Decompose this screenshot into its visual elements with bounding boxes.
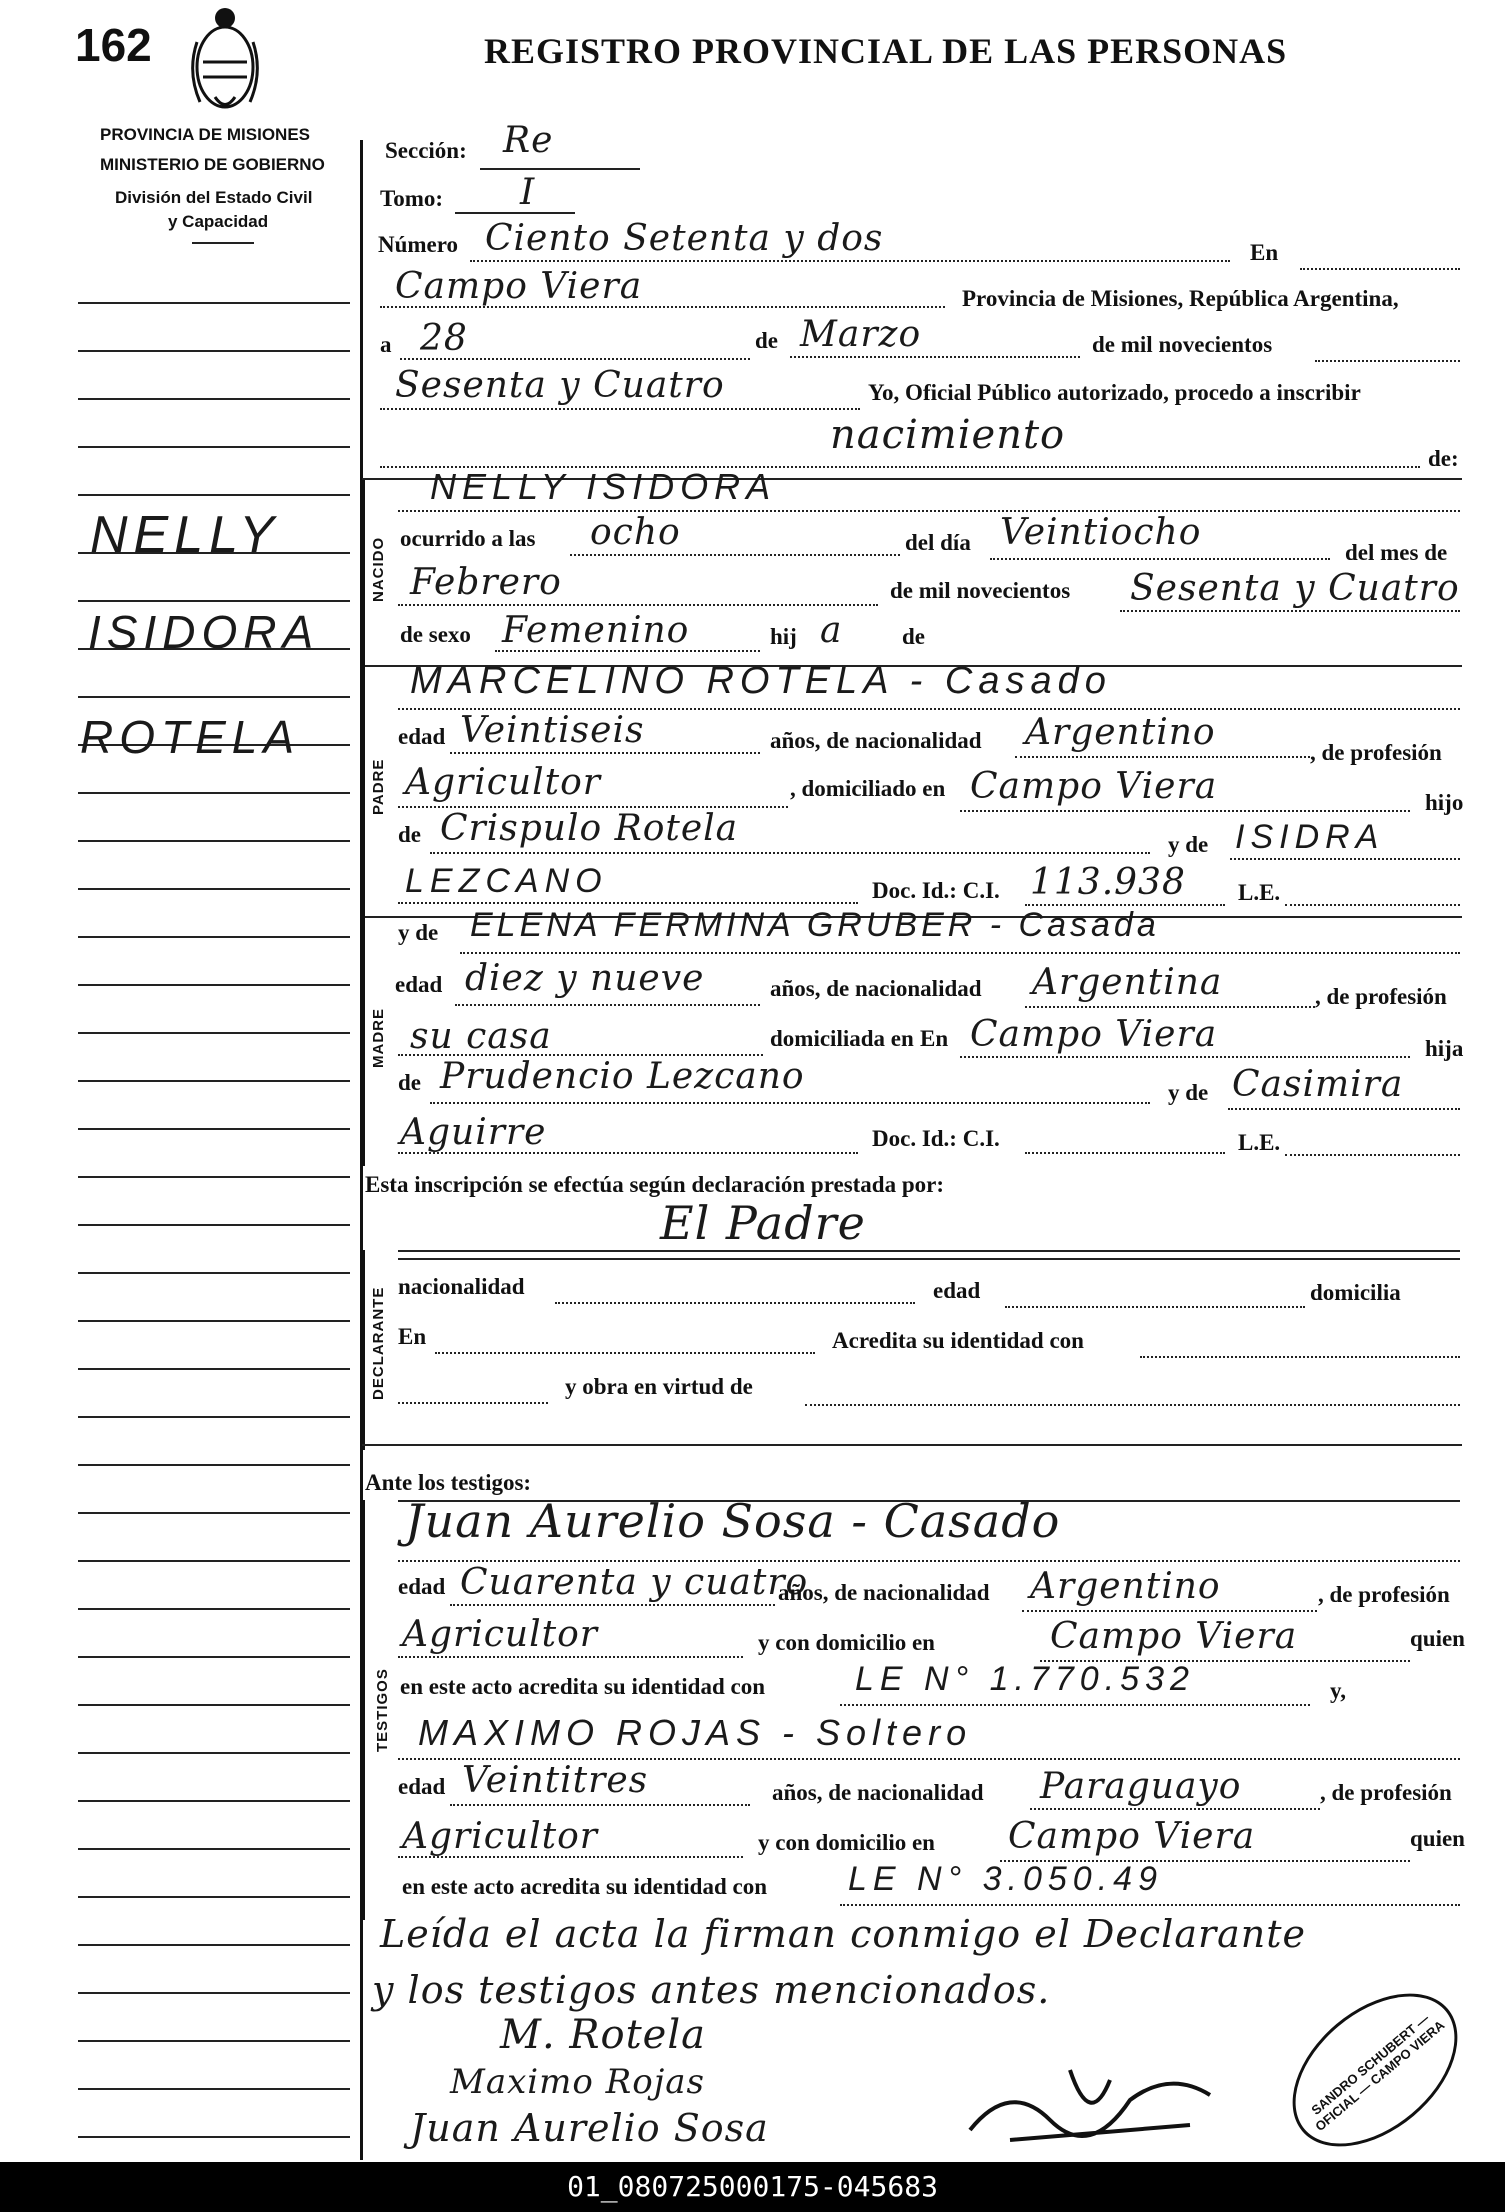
value-anio-nac: Sesenta y Cuatro	[1130, 568, 1460, 609]
label-t1-domicilio: y con domicilio en	[758, 1630, 935, 1655]
agency-province: PROVINCIA DE MISIONES	[100, 125, 311, 144]
value-testigo1-doc: LE N° 1.770.532	[855, 1660, 1195, 1698]
label-ante-testigos: Ante los testigos:	[365, 1470, 532, 1495]
label-en: En	[1250, 240, 1279, 265]
label-padre-nacionalidad: años, de nacionalidad	[770, 728, 982, 753]
label-madre-domicilio: domiciliada en	[770, 1026, 914, 1051]
label-hij-de: de	[902, 624, 925, 649]
value-padre-ci: 113.938	[1030, 862, 1186, 903]
signature-witness2: Maximo Rojas	[450, 2062, 705, 2102]
agency-ministry: MINISTERIO DE GOBIERNO	[100, 155, 325, 174]
value-dia-nac: Veintiocho	[1000, 512, 1202, 553]
official-stamp: SANDRO SCHUBERT — OFICIAL — CAMPO VIERA	[1264, 1963, 1487, 2177]
value-padre-prof: Agricultor	[405, 762, 601, 803]
value-madre-prof: su casa	[410, 1016, 552, 1057]
value-declarante: El Padre	[660, 1196, 866, 1250]
label-t1-edad: edad	[398, 1574, 446, 1599]
label-tomo: Tomo:	[380, 186, 444, 211]
label-padre-edad: edad	[398, 724, 446, 749]
label-t1-acredita: en este acto acredita su identidad con	[400, 1674, 766, 1699]
value-testigo1-edad: Cuarenta y cuatro	[460, 1562, 809, 1603]
label-t2-edad: edad	[398, 1774, 446, 1799]
label-decl-en: En	[398, 1324, 427, 1349]
label-t2-domicilio: y con domicilio en	[758, 1830, 935, 1855]
label-hija: hija	[1425, 1036, 1464, 1061]
agency-division: División del Estado Civil	[115, 188, 313, 207]
value-testigo1-dom: Campo Viera	[1050, 1616, 1298, 1657]
value-dia: 28	[420, 318, 468, 359]
value-padre-madre-apellido: LEZCANO	[405, 862, 608, 900]
label-padre-domicilio: , domiciliado en	[790, 776, 946, 801]
section-label-padre: PADRE	[370, 758, 387, 815]
agency-underline	[192, 242, 254, 244]
value-seccion: Re	[503, 120, 554, 161]
section-label-testigos: TESTIGOS	[374, 1668, 391, 1752]
value-madre-edad: diez y nueve	[465, 958, 705, 999]
value-madre-madre-apellido: Aguirre	[400, 1112, 547, 1153]
label-t2-acredita: en este acto acredita su identidad con	[402, 1874, 768, 1899]
label-t1-profesion: , de profesión	[1318, 1582, 1450, 1607]
label-provincia: Provincia de Misiones, República Argentina,	[962, 286, 1399, 311]
label-padre-de: de	[398, 822, 421, 847]
value-testigo2-nac: Paraguayo	[1040, 1766, 1242, 1807]
label-padre-y-de: y de	[1168, 832, 1209, 857]
label-t1-nacionalidad: años, de nacionalidad	[778, 1580, 990, 1605]
value-madre-nac: Argentina	[1032, 962, 1223, 1003]
value-testigo1-nac: Argentino	[1030, 1566, 1221, 1607]
label-decl-edad: edad	[933, 1278, 981, 1303]
label-decl-obra: y obra en virtud de	[565, 1374, 753, 1399]
label-t2-quien: quien	[1410, 1826, 1465, 1851]
value-hij-suffix: a	[820, 610, 843, 651]
label-yo-oficial: Yo, Oficial Público autorizado, procedo a inscribir	[868, 380, 1361, 405]
label-decl-domicilia: domicilia	[1310, 1280, 1401, 1305]
label-declaracion: Esta inscripción se efectúa según declaración prestada por:	[365, 1172, 945, 1197]
label-numero: Número	[378, 232, 459, 257]
value-tomo: I	[520, 172, 536, 213]
value-testigo2-doc: LE N° 3.050.49	[848, 1860, 1163, 1898]
value-nota-line1: Leída el acta la firman conmigo el Declarante	[380, 1912, 1307, 1956]
label-padre-profesion: , de profesión	[1310, 740, 1442, 765]
value-padre-padre: Crispulo Rotela	[440, 808, 739, 849]
value-padre-nac: Argentino	[1025, 712, 1216, 753]
value-nota-line2: y los testigos antes mencionados.	[372, 1968, 1051, 2012]
value-mes: Marzo	[800, 314, 922, 355]
value-nombre: NELLY ISIDORA	[430, 466, 777, 507]
value-testigo1-nombre: Juan Aurelio Sosa - Casado	[405, 1494, 1061, 1548]
margin-name-second: ISIDORA	[88, 606, 320, 658]
section-label-declarante: DECLARANTE	[370, 1286, 387, 1400]
label-hijo: hijo	[1425, 790, 1464, 815]
agency-capacity: y Capacidad	[168, 212, 269, 231]
label-padre-doc: Doc. Id.: C.I.	[872, 878, 1000, 903]
label-madre-doc: Doc. Id.: C.I.	[872, 1126, 1000, 1151]
official-signature-icon	[950, 2040, 1250, 2160]
page-number: 162	[75, 19, 152, 71]
value-madre-padre: Prudencio Lezcano	[440, 1056, 805, 1097]
value-testigo2-dom: Campo Viera	[1008, 1816, 1256, 1857]
label-del-dia: del día	[905, 530, 971, 555]
label-sexo: de sexo	[400, 622, 471, 647]
label-de: de	[755, 328, 778, 353]
value-madre-dom: Campo Viera	[970, 1014, 1218, 1055]
margin-name-surname: ROTELA	[80, 711, 301, 763]
value-padre-dom: Campo Viera	[970, 766, 1218, 807]
signature-father: M. Rotela	[500, 2012, 706, 2058]
value-anio: Sesenta y Cuatro	[395, 365, 725, 406]
margin-name-first: NELLY	[90, 506, 280, 564]
value-padre-madre: ISIDRA	[1235, 818, 1385, 856]
value-testigo2-prof: Agricultor	[402, 1816, 598, 1857]
document-title: REGISTRO PROVINCIAL DE LAS PERSONAS	[484, 31, 1288, 71]
label-seccion: Sección:	[385, 138, 467, 163]
value-sexo: Femenino	[502, 610, 690, 651]
label-madre-y-de2: y de	[1168, 1080, 1209, 1105]
value-mes-nac: Febrero	[410, 562, 562, 603]
value-madre-nombre: ELENA FERMINA GRUBER - Casada	[470, 906, 1160, 944]
value-numero: Ciento Setenta y dos	[485, 218, 884, 259]
label-ocurrido: ocurrido a las	[400, 526, 536, 551]
label-t2-profesion: , de profesión	[1320, 1780, 1452, 1805]
label-madre-en: En	[920, 1026, 949, 1051]
label-padre-le: L.E.	[1238, 880, 1281, 905]
value-lugar: Campo Viera	[395, 266, 643, 307]
label-de-colon: de:	[1428, 446, 1459, 471]
section-label-madre: MADRE	[370, 1008, 387, 1068]
label-t1-quien: quien	[1410, 1626, 1465, 1651]
label-hij: hij	[770, 624, 797, 649]
label-mil-novecientos: de mil novecientos	[1092, 332, 1273, 357]
signature-witness1: Juan Aurelio Sosa	[410, 2106, 769, 2150]
label-madre-edad: edad	[395, 972, 443, 997]
label-del-mes: del mes de	[1345, 540, 1448, 565]
label-madre-le: L.E.	[1238, 1130, 1281, 1155]
label-madre-profesion: , de profesión	[1315, 984, 1447, 1009]
label-madre-nacionalidad: años, de nacionalidad	[770, 976, 982, 1001]
value-madre-madre: Casimira	[1232, 1064, 1404, 1105]
coat-of-arms-icon	[185, 2, 265, 117]
document-id-footer: 01_080725000175-045683	[0, 2162, 1505, 2212]
label-a: a	[380, 332, 392, 357]
label-madre-y-de: y de	[398, 920, 439, 945]
value-padre-edad: Veintiseis	[460, 710, 645, 751]
label-decl-acredita: Acredita su identidad con	[832, 1328, 1084, 1353]
label-t1-y: y,	[1330, 1678, 1346, 1703]
value-testigo1-prof: Agricultor	[402, 1614, 598, 1655]
label-madre-de: de	[398, 1070, 421, 1095]
label-mil-novecientos-nac: de mil novecientos	[890, 578, 1071, 603]
section-label-nacido: NACIDO	[370, 536, 387, 602]
value-testigo2-edad: Veintitres	[462, 1760, 649, 1801]
label-decl-nacionalidad: nacionalidad	[398, 1274, 525, 1299]
value-hora: ocho	[590, 512, 681, 553]
value-testigo2-nombre: MAXIMO ROJAS - Soltero	[418, 1712, 973, 1753]
label-t2-nacionalidad: años, de nacionalidad	[772, 1780, 984, 1805]
value-acto: nacimiento	[830, 412, 1066, 458]
value-padre-nombre: MARCELINO ROTELA - Casado	[410, 660, 1112, 702]
